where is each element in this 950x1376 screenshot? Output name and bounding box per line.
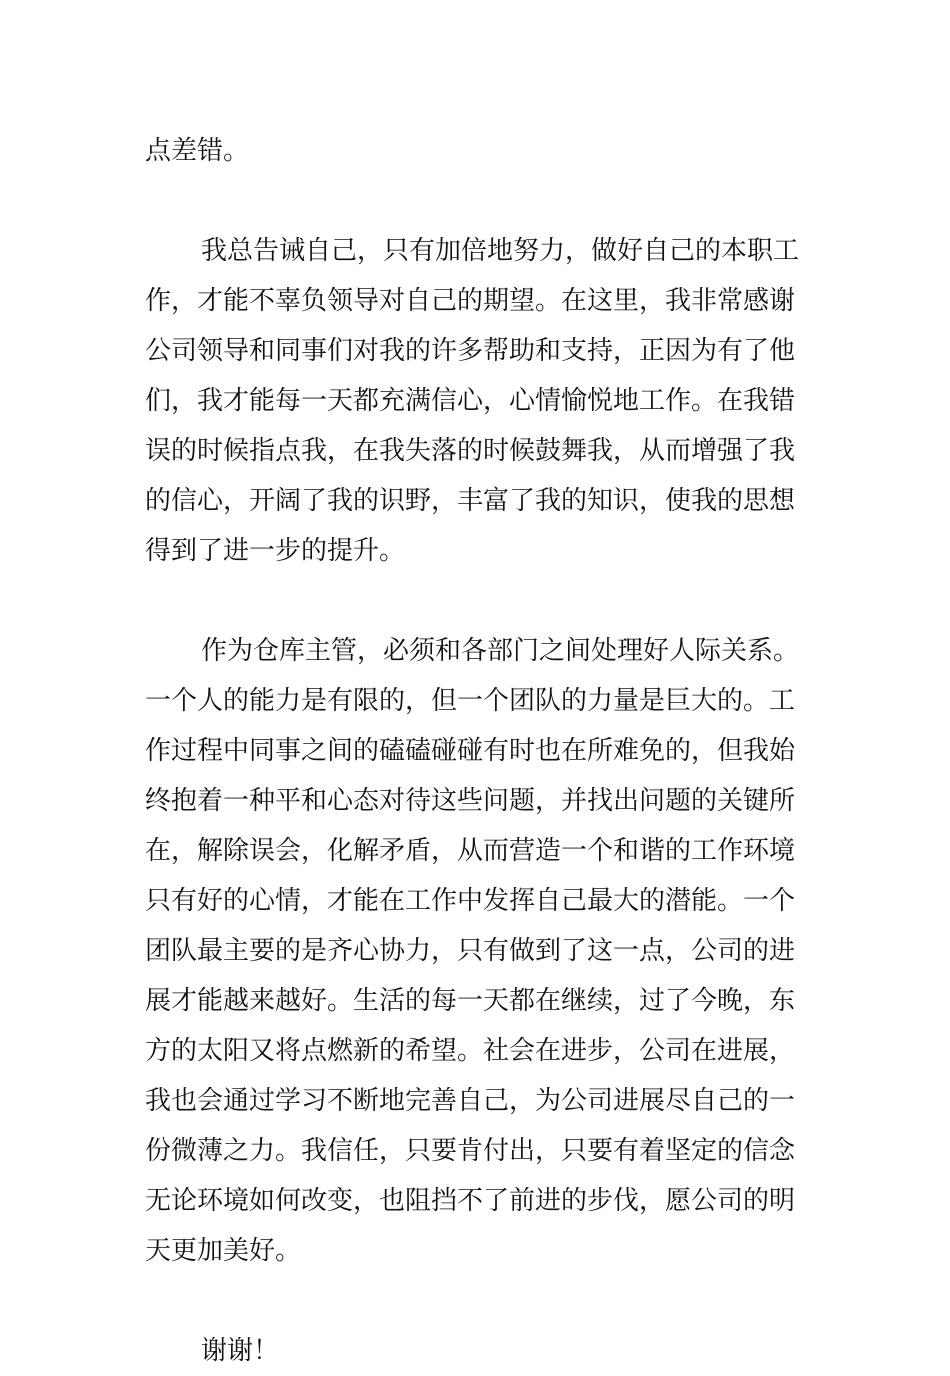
text-line: 作为仓库主管，必须和各部门之间处理好人际关系。 (201, 636, 800, 666)
document-body (145, 126, 815, 1376)
text-line: 点差错。 (145, 136, 250, 166)
paragraph-2 (145, 226, 815, 576)
text-line: 公司领导和同事们对我的许多帮助和支持，正因为有了他 (145, 336, 796, 366)
text-line: 得到了进一步的提升。 (145, 536, 406, 566)
text-line: 们，我才能每一天都充满信心，心情愉悦地工作。在我错 (145, 386, 796, 416)
text-line: 我也会通过学习不断地完善自己，为公司进展尽自己的一 (145, 1086, 796, 1116)
paragraph-4 (145, 1326, 815, 1376)
text-line: 作，才能不辜负领导对自己的期望。在这里，我非常感谢 (145, 286, 796, 316)
paragraph-3 (145, 626, 815, 1276)
text-line: 天更加美好。 (145, 1236, 302, 1266)
text-line: 我总告诫自己，只有加倍地努力，做好自己的本职工 (201, 236, 800, 266)
paragraph-gap (145, 576, 815, 626)
text-line: 误的时候指点我，在我失落的时候鼓舞我，从而增强了我 (145, 436, 796, 466)
text-line: 展才能越来越好。生活的每一天都在继续，过了今晚，东 (145, 986, 796, 1016)
text-line: 份微薄之力。我信任，只要肯付出，只要有着坚定的信念 (145, 1136, 796, 1166)
text-line: 终抱着一种平和心态对待这些问题，并找出问题的关键所 (145, 786, 796, 816)
paragraph-1 (145, 126, 815, 176)
text-line: 无论环境如何改变，也阻挡不了前进的步伐，愿公司的明 (145, 1186, 796, 1216)
text-line: 的信心，开阔了我的识野，丰富了我的知识，使我的思想 (145, 486, 796, 516)
paragraph-gap (145, 1276, 815, 1326)
text-line: 一个人的能力是有限的，但一个团队的力量是巨大的。工 (145, 686, 796, 716)
text-line: 团队最主要的是齐心协力，只有做到了这一点，公司的进 (145, 936, 796, 966)
text-line: 只有好的心情，才能在工作中发挥自己最大的潜能。一个 (145, 886, 796, 916)
text-line: 方的太阳又将点燃新的希望。社会在进步，公司在进展， (145, 1036, 796, 1066)
paragraph-gap (145, 176, 815, 226)
closing-thanks: 谢谢！ (201, 1336, 280, 1366)
text-line: 在，解除误会，化解矛盾，从而营造一个和谐的工作环境 (145, 836, 796, 866)
text-line: 作过程中同事之间的磕磕碰碰有时也在所难免的，但我始 (145, 736, 796, 766)
